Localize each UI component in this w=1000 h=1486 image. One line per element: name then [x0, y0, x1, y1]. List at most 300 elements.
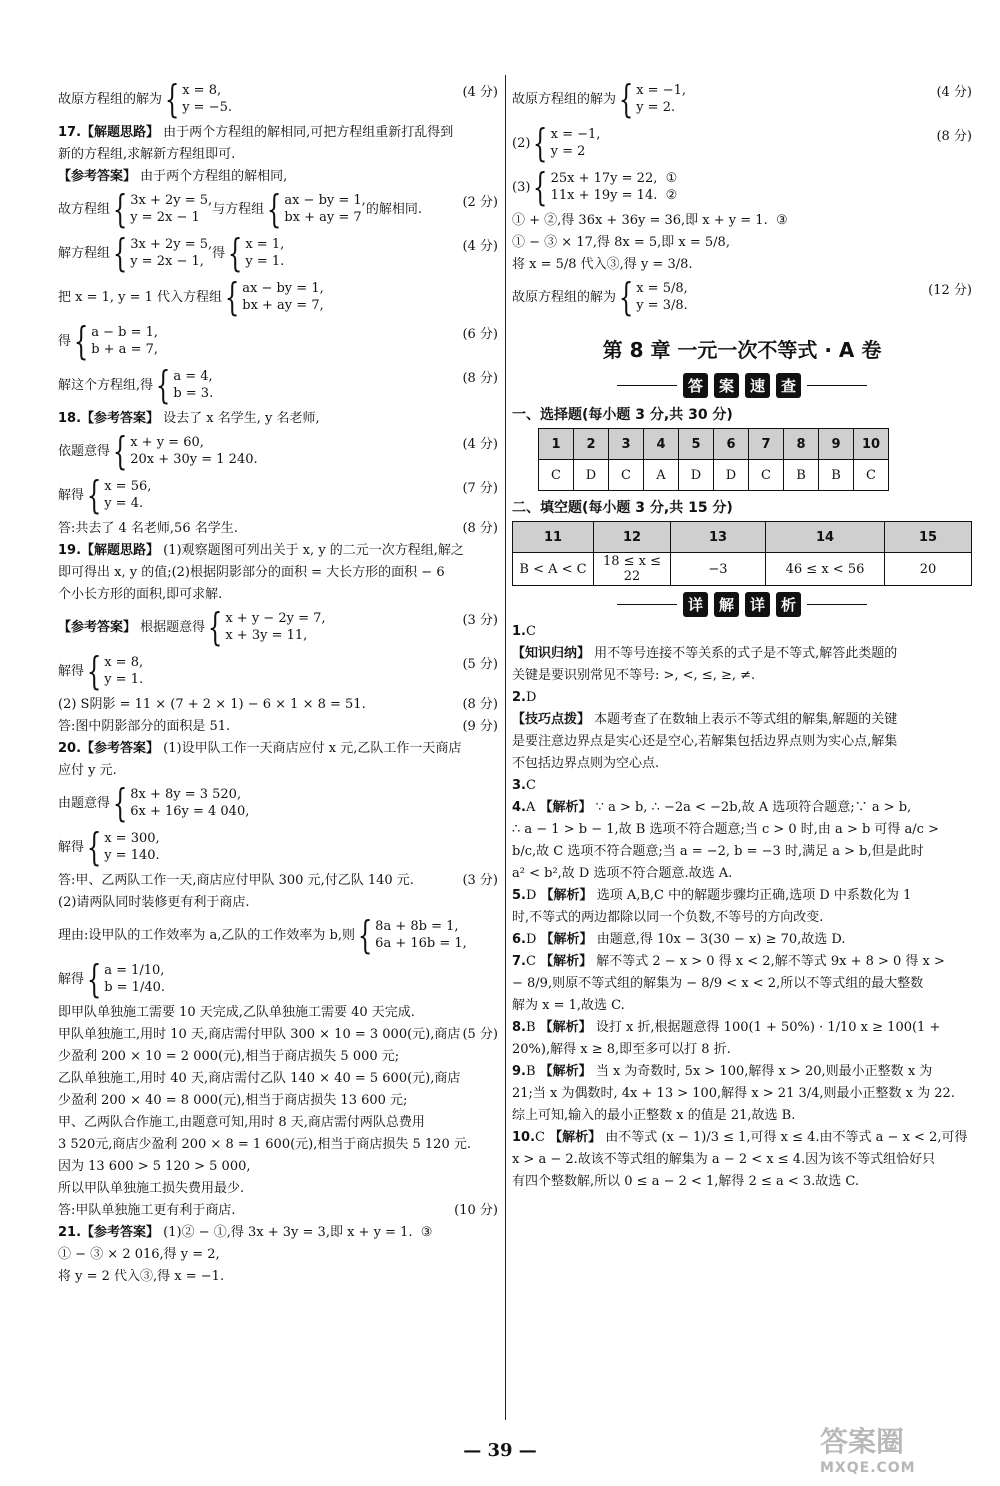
line-text: ① − ③ × 2 016,得 y = 2, — [58, 1247, 220, 1262]
table-header-row — [513, 522, 972, 553]
line-text: 把 x = 1, y = 1 代入方程组 — [58, 289, 223, 305]
banner-char: 查 — [776, 373, 801, 398]
line-text: 20%),解得 x ≥ 8,即至多可以打 8 折. — [512, 1042, 731, 1057]
brace-symbol: { — [618, 275, 634, 319]
brace-symbol: { — [86, 473, 102, 517]
brace-symbol: { — [112, 187, 128, 231]
section-tag: 【技巧点拨】 — [512, 712, 591, 727]
equation-system — [225, 231, 285, 275]
answer-cell: D — [574, 460, 609, 491]
brace-symbol: { — [86, 957, 102, 1001]
answer-letter: D — [525, 888, 541, 903]
text-line — [58, 1158, 498, 1175]
score-points: (4 分) — [462, 239, 498, 254]
brace-symbol: { — [86, 825, 102, 869]
text-line — [58, 410, 498, 427]
text-line — [58, 740, 498, 757]
line-text: 答:甲队单独施工更有利于商店. — [58, 1203, 236, 1218]
text-line — [58, 913, 498, 957]
line-text: 乙队单独施工,用时 40 天,商店需付乙队 140 × 40 = 5 600(元),商店 — [58, 1071, 461, 1086]
equation-row: x = 5/8, — [636, 281, 688, 296]
answer-cell: D — [714, 460, 749, 491]
line-text: 选项 A,B,C 中的解题步骤均正确,选项 D 中系数化为 1 — [592, 888, 912, 903]
answer-cell: 18 ≤ x ≤ 22 — [594, 553, 671, 586]
equation-row: y = 2. — [636, 100, 676, 115]
fill-answer-table — [512, 521, 972, 586]
equation-rows — [130, 192, 212, 226]
line-text: (2) S阴影 = 11 × (7 + 2 × 1) − 6 × 1 × 8 = 51. — [58, 697, 366, 712]
answer-letter: B — [525, 1020, 540, 1035]
text-line — [512, 1107, 972, 1124]
text-line — [58, 1136, 498, 1153]
text-line — [58, 187, 498, 231]
equation-system — [110, 429, 258, 473]
line-text: ∴ a − 1 > b − 1,故 B 选项不符合题意;当 c > 0 时,由 a > b 可得 a/c > — [512, 822, 939, 837]
brace-symbol: { — [227, 231, 243, 275]
text-line — [512, 1041, 972, 1058]
banner-char: 详 — [745, 592, 770, 617]
banner-char: 析 — [776, 592, 801, 617]
text-line — [512, 821, 972, 838]
section-choice-heading: 一、选择题(每小题 3 分,共 30 分) — [512, 407, 733, 423]
score-points: (3 分) — [462, 873, 498, 888]
text-line — [512, 733, 972, 750]
equation-system — [205, 605, 326, 649]
section-tag: 【知识归纳】 — [512, 646, 591, 661]
line-text: 得 — [212, 245, 226, 261]
text-line — [512, 234, 972, 251]
line-text: 由于两个方程组的解相同,可把方程组重新打乱得到 — [159, 125, 454, 140]
page-number: — 39 — — [463, 1440, 537, 1461]
text-line — [512, 1063, 972, 1080]
equation-rows — [284, 192, 365, 226]
line-text: 本题考查了在数轴上表示不等式组的解集,解题的关键 — [590, 712, 898, 727]
text-line — [512, 256, 972, 273]
equation-row: y = 1. — [245, 254, 285, 269]
question-number-cell: 15 — [885, 522, 972, 553]
section-tag: 【参考答案】 — [81, 411, 160, 426]
text-line — [58, 825, 498, 869]
text-line — [512, 1151, 972, 1168]
line-text: 个小长方形的面积,即可求解. — [58, 587, 223, 602]
line-text: 有四个整数解,所以 0 ≤ a − 2 < 1,解得 2 ≤ a < 3.故选 C. — [512, 1174, 860, 1189]
equation-rows — [375, 918, 467, 952]
equation-row: ax − by = 1, — [284, 193, 366, 208]
brace-symbol: { — [155, 363, 171, 407]
brace-symbol: { — [533, 121, 548, 165]
line-text: 解得 — [58, 839, 85, 855]
equation-rows — [91, 324, 158, 358]
equation-rows — [130, 236, 212, 270]
line-text: 由于两个方程组的解相同, — [136, 169, 288, 184]
score-points: (10 分) — [454, 1203, 498, 1218]
equation-row: a − b = 1, — [91, 325, 158, 340]
question-number-cell: 14 — [766, 522, 885, 553]
text-line — [58, 762, 498, 779]
line-text: 解这个方程组,得 — [58, 377, 154, 393]
text-line — [512, 1085, 972, 1102]
text-line — [512, 887, 972, 904]
line-text: (2) — [512, 135, 531, 151]
line-text: 甲队单独施工,用时 10 天,商店需付甲队 300 × 10 = 3 000(元),商店 — [58, 1027, 461, 1042]
line-text: 因为 13 600 > 5 120 > 5 000, — [58, 1159, 251, 1174]
line-text: (2)请两队同时装修更有利于商店. — [58, 895, 250, 910]
question-number: 9. — [512, 1064, 526, 1079]
text-line — [58, 1114, 498, 1131]
text-line — [58, 872, 498, 889]
banner-char: 详 — [683, 592, 708, 617]
question-number: 6. — [512, 932, 526, 947]
answer-cell: D — [679, 460, 714, 491]
equation-system — [84, 649, 144, 693]
answer-quick-check-banner — [512, 373, 972, 398]
equation-rows — [636, 82, 686, 116]
text-line — [58, 1180, 498, 1197]
question-number: 3. — [512, 778, 526, 793]
text-line — [512, 77, 972, 121]
text-line — [58, 1048, 498, 1065]
equation-rows — [104, 830, 159, 864]
question-number: 17. — [58, 125, 82, 140]
section-tag: 【参考答案】 — [81, 1225, 160, 1240]
equation-row: x = 1, — [245, 237, 285, 252]
line-text: 将 x = 5/8 代入③,得 y = 3/8. — [512, 257, 693, 272]
equation-row: y = 4. — [104, 496, 144, 511]
answer-cell: 20 — [885, 553, 972, 586]
line-text: 新的方程组,求解新方程组即可. — [58, 147, 236, 162]
answer-cell: −3 — [671, 553, 766, 586]
equation-row: a = 1/10, — [104, 963, 165, 978]
question-number: 21. — [58, 1225, 82, 1240]
equation-row: a = 4, — [173, 369, 213, 384]
equation-rows — [551, 170, 678, 204]
section-tag: 【参考答案】 — [81, 741, 160, 756]
line-text: D — [525, 690, 537, 705]
text-line — [512, 645, 972, 662]
equation-system — [616, 275, 688, 319]
equation-rows — [636, 280, 688, 314]
score-points: (4 分) — [462, 85, 498, 100]
line-text: 即可得出 x, y 的值;(2)根据阴影部分的面积 = 大长方形的面积 − 6 — [58, 565, 445, 580]
question-number-cell: 3 — [609, 429, 644, 460]
answer-letter: D — [525, 932, 541, 947]
answer-cell: A — [644, 460, 679, 491]
equation-row: b + a = 7, — [91, 342, 158, 357]
text-line — [512, 275, 972, 319]
text-line — [58, 894, 498, 911]
question-number: 5. — [512, 888, 526, 903]
text-line — [58, 473, 498, 517]
question-number: 7. — [512, 954, 526, 969]
answer-letter: C — [535, 1130, 550, 1145]
line-text: 根据题意得 — [136, 619, 206, 635]
question-number-cell: 8 — [784, 429, 819, 460]
equation-row: x = −1, — [550, 127, 601, 142]
equation-system — [355, 913, 467, 957]
equation-system — [530, 121, 601, 165]
line-text: x > a − 2.故该不等式组的解集为 a − 2 < x ≤ 4.因为该不等式组恰好只 — [512, 1152, 936, 1167]
equation-rows — [242, 280, 323, 314]
brace-symbol: { — [112, 231, 128, 275]
line-text: 与方程组 — [212, 201, 265, 217]
text-line — [58, 429, 498, 473]
score-points: (8 分) — [936, 129, 972, 144]
score-points: (8 分) — [462, 521, 498, 536]
equation-system — [222, 275, 324, 319]
right-column — [512, 77, 972, 1195]
question-number-cell: 2 — [574, 429, 609, 460]
equation-rows — [551, 126, 601, 160]
line-text: a² < b²,故 D 选项不符合题意.故选 A. — [512, 866, 733, 881]
analysis-tag: 【解析】 — [539, 800, 592, 815]
banner-char: 答 — [683, 373, 708, 398]
equation-system — [110, 231, 213, 275]
line-text: C — [525, 624, 536, 639]
text-line — [512, 1129, 972, 1146]
table-answer-row — [513, 553, 972, 586]
equation-rows — [104, 654, 143, 688]
line-text: 故原方程组的解为 — [512, 91, 617, 107]
equation-row: x + y = 60, — [130, 435, 204, 450]
text-line — [512, 623, 972, 640]
score-points: (7 分) — [462, 481, 498, 496]
text-line — [512, 865, 972, 882]
text-line — [512, 777, 972, 794]
equation-row: y = 140. — [104, 848, 160, 863]
line-text: 解不等式 2 − x > 0 得 x < 2,解不等式 9x + 8 > 0 得 x > — [592, 954, 945, 969]
question-number: 1. — [512, 624, 526, 639]
right-bottom-analysis — [512, 623, 972, 1190]
text-line — [512, 1173, 972, 1190]
line-text: 解得 — [58, 487, 85, 503]
line-text: 21;当 x 为偶数时, 4x + 13 > 100,解得 x > 21 3/4,则最小正整数 x 为 22. — [512, 1086, 955, 1101]
score-points: (4 分) — [936, 85, 972, 100]
line-text: (1)观察题图可列出关于 x, y 的二元一次方程组,解之 — [159, 543, 464, 558]
text-line — [512, 689, 972, 706]
text-line — [58, 1026, 498, 1043]
question-number-cell: 7 — [749, 429, 784, 460]
banner-char: 解 — [714, 592, 739, 617]
score-points: (8 分) — [462, 697, 498, 712]
text-line — [58, 1092, 498, 1109]
section-tag: 【参考答案】 — [58, 169, 137, 184]
line-text: 少盈利 200 × 10 = 2 000(元),相当于商店损失 5 000 元; — [58, 1049, 400, 1064]
table-answer-row — [539, 460, 889, 491]
brace-symbol: { — [533, 165, 548, 209]
brace-symbol: { — [266, 187, 282, 231]
equation-rows — [173, 368, 213, 402]
equation-row: x + 3y = 11, — [225, 628, 308, 643]
line-text: 依题意得 — [58, 443, 111, 459]
text-line — [58, 77, 498, 121]
text-line — [58, 1004, 498, 1021]
score-points: (9 分) — [462, 719, 498, 734]
text-line — [58, 168, 498, 185]
answer-letter: A — [525, 800, 540, 815]
brace-symbol: { — [224, 275, 240, 319]
left-column — [58, 77, 498, 1290]
line-text: 不包括边界点则为空心点. — [512, 756, 660, 771]
text-line — [58, 319, 498, 363]
section-tag: 【解题思路】 — [81, 125, 160, 140]
equation-row: 6x + 16y = 4 040, — [130, 804, 250, 819]
text-line — [512, 165, 972, 209]
score-points: (3 分) — [462, 613, 498, 628]
line-text: 设打 x 折,根据题意得 100(1 + 50%) · 1/10 x ≥ 100(1 + — [591, 1020, 941, 1035]
line-text: 应付 y 元. — [58, 763, 117, 778]
equation-system — [84, 473, 152, 517]
equation-row: 25x + 17y = 22, ① — [550, 171, 678, 186]
analysis-tag: 【解析】 — [549, 1130, 602, 1145]
line-text: ∵ a > b, ∴ −2a < −2b,故 A 选项符合题意;∵ a > b, — [591, 800, 912, 815]
answer-cell: B < A < C — [513, 553, 594, 586]
brace-symbol: { — [86, 649, 102, 693]
text-line — [512, 931, 972, 948]
line-text: 答:图中阴影部分的面积是 51. — [58, 719, 231, 734]
text-line — [58, 564, 498, 581]
line-text: 解得 — [58, 663, 85, 679]
section-fill-heading: 二、填空题(每小题 3 分,共 15 分) — [512, 500, 733, 516]
line-text: 的解相同. — [365, 201, 422, 217]
question-number-cell: 12 — [594, 522, 671, 553]
banner-char: 速 — [745, 373, 770, 398]
line-text: 是要注意边界点是实心还是空心,若解集包括边界点则为实心点,解集 — [512, 734, 898, 749]
line-text: (1)设甲队工作一天商店应付 x 元,乙队工作一天商店 — [159, 741, 462, 756]
score-points: (6 分) — [462, 327, 498, 342]
line-text: 由不等式 (x − 1)/3 ≤ 1,可得 x ≤ 4.由不等式 a − x < 2,可得 — [601, 1130, 968, 1145]
text-line — [512, 212, 972, 229]
equation-row: b = 1/40. — [104, 980, 166, 995]
equation-system — [71, 319, 158, 363]
line-text: 故方程组 — [58, 201, 111, 217]
equation-system — [264, 187, 366, 231]
equation-system — [110, 781, 250, 825]
answer-cell: B — [819, 460, 854, 491]
equation-system — [616, 77, 686, 121]
text-line — [58, 124, 498, 141]
answer-cell: C — [609, 460, 644, 491]
line-text: − 8/9,则原不等式组的解集为 − 8/9 < x < 2,所以不等式组的最大整数 — [512, 976, 924, 991]
equation-rows — [104, 478, 151, 512]
equation-rows — [182, 82, 232, 116]
equation-row: 3x + 2y = 5, — [130, 237, 213, 252]
table-header-row — [539, 429, 889, 460]
score-points: (2 分) — [462, 195, 498, 210]
question-number: 4. — [512, 800, 526, 815]
text-line — [58, 1202, 498, 1219]
equation-system — [110, 187, 213, 231]
equation-rows — [130, 434, 257, 468]
answer-cell: C — [749, 460, 784, 491]
score-points: (5 分) — [462, 1027, 498, 1042]
text-line — [512, 667, 972, 684]
equation-rows — [245, 236, 284, 270]
question-number-cell: 5 — [679, 429, 714, 460]
equation-row: bx + ay = 7 — [284, 210, 362, 225]
text-line — [512, 755, 972, 772]
question-number-cell: 1 — [539, 429, 574, 460]
text-line — [58, 231, 498, 275]
equation-system — [84, 957, 166, 1001]
line-text: 由题意得 — [58, 795, 111, 811]
equation-rows — [225, 610, 325, 644]
text-line — [58, 363, 498, 407]
answer-cell: C — [854, 460, 889, 491]
text-line — [58, 718, 498, 735]
column-divider — [505, 75, 506, 1420]
line-text: 甲、乙两队合作施工,由题意可知,用时 8 天,商店需付两队总费用 — [58, 1115, 425, 1130]
brace-symbol: { — [207, 605, 223, 649]
equation-system — [162, 77, 233, 121]
text-line — [58, 957, 498, 1001]
detailed-analysis-banner — [512, 592, 972, 617]
brace-symbol: { — [164, 77, 180, 121]
text-line — [58, 146, 498, 163]
question-number: 18. — [58, 411, 82, 426]
analysis-tag: 【解析】 — [539, 1020, 592, 1035]
line-text: 用不等号连接不等关系的式子是不等式,解答此类题的 — [590, 646, 898, 661]
analysis-tag: 【解析】 — [539, 1064, 592, 1079]
equation-row: b = 3. — [173, 386, 214, 401]
analysis-tag: 【解析】 — [540, 932, 593, 947]
text-line — [58, 1224, 498, 1241]
brace-symbol: { — [357, 913, 373, 957]
right-top-solutions — [512, 77, 972, 319]
banner-char: 案 — [714, 373, 739, 398]
analysis-tag: 【解析】 — [540, 954, 593, 969]
line-text: C — [525, 778, 536, 793]
equation-row: x = 300, — [104, 831, 160, 846]
equation-row: y = 1. — [104, 672, 144, 687]
equation-row: 3x + 2y = 5, — [130, 193, 213, 208]
line-text: 答:甲、乙两队工作一天,商店应付甲队 300 元,付乙队 140 元. — [58, 873, 414, 888]
line-text: ① − ③ × 17,得 8x = 5,即 x = 5/8, — [512, 235, 730, 250]
line-text: 解方程组 — [58, 245, 111, 261]
chapter-title: 第 8 章 一元一次不等式 · A 卷 — [602, 338, 882, 362]
question-number: 20. — [58, 741, 82, 756]
equation-row: y = 3/8. — [636, 298, 688, 313]
brace-symbol: { — [618, 77, 634, 121]
answer-cell: C — [539, 460, 574, 491]
line-text: 由题意,得 10x − 3(30 − x) ≥ 70,故选 D. — [592, 932, 846, 947]
answer-letter: C — [525, 954, 541, 969]
text-line — [512, 909, 972, 926]
question-number: 19. — [58, 543, 82, 558]
line-text: 时,不等式的两边都除以同一个负数,不等号的方向改变. — [512, 910, 824, 925]
answer-cell: 46 ≤ x < 56 — [766, 553, 885, 586]
line-text: 解为 x = 1,故选 C. — [512, 998, 625, 1013]
question-number-cell: 10 — [854, 429, 889, 460]
line-text: ① + ②,得 36x + 36y = 36,即 x + y = 1. ③ — [512, 213, 788, 228]
line-text: 所以甲队单独施工损失费用最少. — [58, 1181, 245, 1196]
equation-row: y = 2x − 1 — [130, 210, 200, 225]
line-text: 故原方程组的解为 — [58, 91, 163, 107]
text-line — [58, 605, 498, 649]
line-text: 即甲队单独施工需要 10 天完成,乙队单独施工需要 40 天完成. — [58, 1005, 415, 1020]
text-line — [58, 586, 498, 603]
equation-row: 8a + 8b = 1, — [375, 919, 459, 934]
equation-row: x + y − 2y = 7, — [225, 611, 326, 626]
text-line — [58, 542, 498, 559]
text-line — [512, 121, 972, 165]
line-text: 设去了 x 名学生, y 名老师, — [159, 411, 320, 426]
equation-row: y = 2 — [550, 144, 586, 159]
equation-row: 6a + 16b = 1, — [375, 936, 467, 951]
line-text: 关键是要识别常见不等号: >, <, ≤, ≥, ≠. — [512, 668, 756, 683]
text-line — [512, 711, 972, 728]
brace-symbol: { — [73, 319, 89, 363]
answer-letter: B — [525, 1064, 540, 1079]
